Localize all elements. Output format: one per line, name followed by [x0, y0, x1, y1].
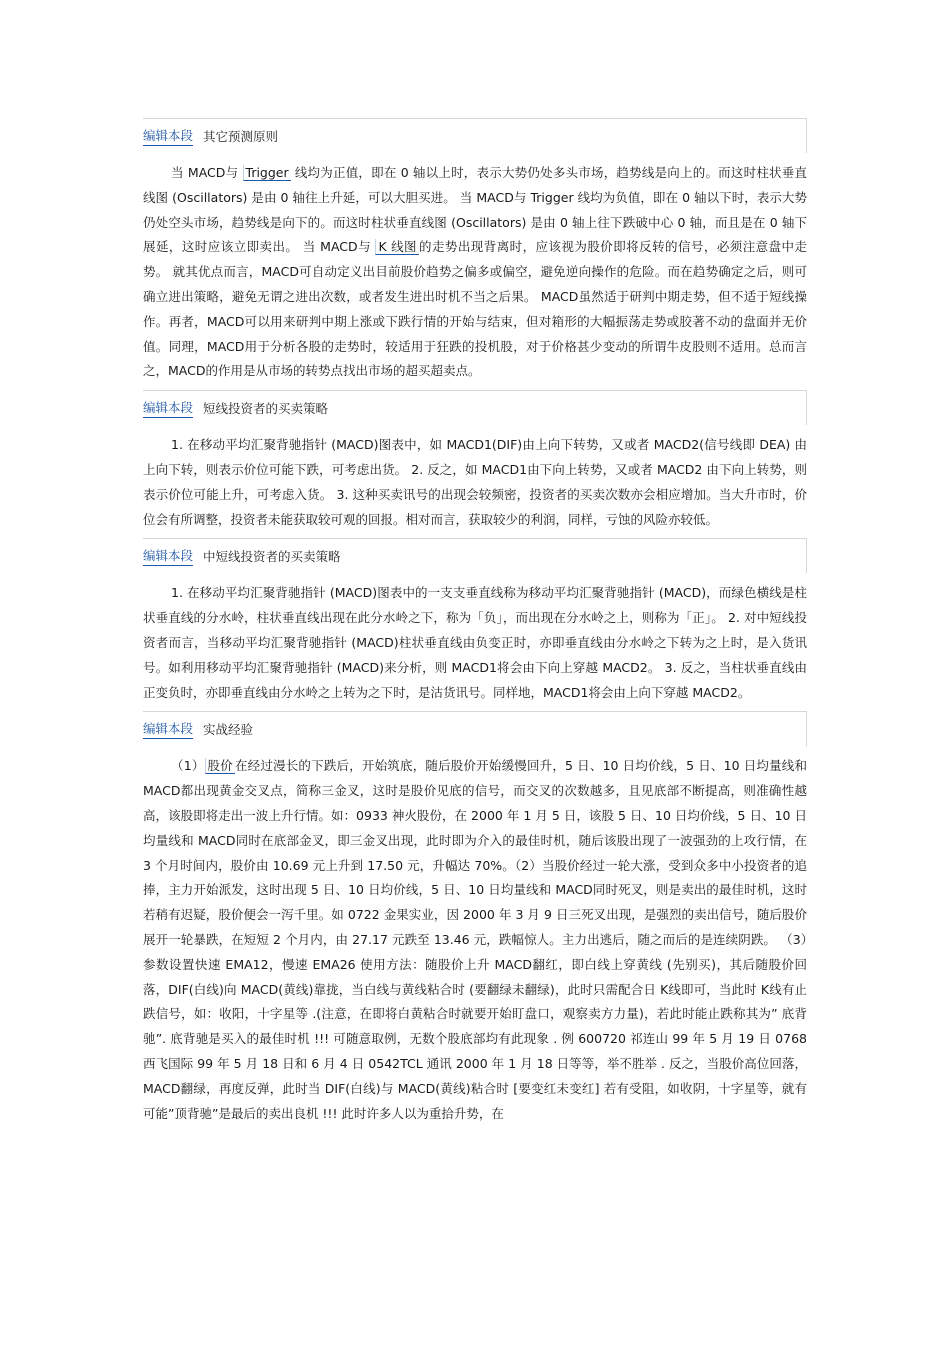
section-header-other-principles	[143, 118, 807, 153]
text-segment: 线均为正值，即在 0 轴以上时，表示大势仍处多头市场，趋势线是向上的。而这时柱状垂直线图 (Oscillators) 是由 0 轴往上升延，可以大胆买进。 当 MACD与 Trigger 线均为负值，即在 0 轴以下时，表示大势仍处空头市场，趋势线是向下的。而这时柱状垂直线图 (Oscillators) 是由 0 轴上往下跌破中心 0 轴，而且是在 0 轴下展延，这时应该立即卖出。 当 MACD与	[143, 165, 807, 255]
text-segment: 1. 在移动平均汇聚背驰指针 (MACD)图表中，如 MACD1(DIF)由上向下转势，又或者 MACD2(信号线即 DEA) 由上向下转，则表示价位可能下跌，可考虑出货。 2. 反之，如 MACD1由下向上转势，又或者 MACD2 由下向上转势，则表示价位可能上升，可考虑入货。 3. 这种买卖讯号的出现会较频密，投资者的买卖次数亦会相应增加。当大升市时，价位会有所调整，投资者未能获取较可观的回报。相对而言，获取较少的利润，同样，亏蚀的风险亦较低。	[143, 437, 807, 527]
section-title: 其它预测原则	[203, 129, 279, 144]
k-line-chart-link[interactable]: K 线图	[375, 239, 419, 255]
text-segment: 1. 在移动平均汇聚背驰指针 (MACD)图表中的一支支垂直线称为移动平均汇聚背驰指针 (MACD)，而绿色横线是柱状垂直线的分水岭，柱状垂直线出现在此分水岭之下，称为「负」，而出现在分水岭之上，则称为「正」。 2. 对中短线投资者而言，当移动平均汇聚背驰指针 (MACD)柱状垂直线由负变正时，亦即垂直线由分水岭之下转为之上时，是入货讯号。如利用移动平均汇聚背驰指针 (MACD)来分析，则 MACD1将会由下向上穿越 MACD2。 3. 反之，当柱状垂直线由正变负时，亦即垂直线由分水岭之上转为之下时，是沽货讯号。同样地，MACD1将会由上向下穿越 MACD2。	[143, 585, 807, 700]
edit-section-link[interactable]: 编辑本段	[143, 398, 193, 418]
text-segment: （1）	[171, 758, 205, 774]
section-title: 短线投资者的买卖策略	[203, 401, 329, 417]
text-segment: 的走势出现背离时，应该视为股价即将反转的信号，必须注意盘中走势。 就其优点而言，MACD可自动定义出目前股价趋势之偏多或偏空，避免逆向操作的危险。而在趋势确定之后，则可确立进出策略，避免无谓之进出次数，或者发生进出时机不当之后果。 MACD虽然适于研判中期走势，但不适于短线操作。再者，MACD可以用来研判中期上涨或下跌行情的开始与结束，但对箱形的大幅振荡走势或胶著不动的盘面并无价值。同理，MACD用于分析各股的走势时，较适用于狂跌的投机股，对于价格甚少变动的所谓牛皮股则不适用。总而言之，MACD的作用是从市场的转势点找出市场的超买超卖点。	[143, 239, 808, 379]
section-paragraph	[143, 161, 807, 384]
section-header-short-term-strategy	[143, 390, 807, 425]
trigger-link[interactable]: Trigger	[243, 165, 291, 181]
section-paragraph	[143, 433, 807, 532]
section-title: 实战经验	[203, 722, 254, 738]
article-body	[143, 118, 807, 1132]
section-header-mid-short-term-strategy	[143, 538, 807, 573]
section-title: 中短线投资者的买卖策略	[203, 549, 341, 565]
section-header-practical-experience	[143, 711, 807, 746]
edit-section-link[interactable]: 编辑本段	[143, 126, 193, 146]
edit-section-link[interactable]: 编辑本段	[143, 719, 193, 739]
text-segment: 在经过漫长的下跌后，开始筑底，随后股价开始缓慢回升，5 日、10 日均价线，5 日、10 日均量线和 MACD都出现黄金交叉点，简称三金叉，这时是股价见底的信号，而交叉的次数越多，且见底部不断提高，则准确性越高，该股即将走出一波上升行情。如：0933 神火股份，在 2000 年 1 月 5 日，该股 5 日、10 日均价线，5 日、10 日均量线和 MACD同时在底部金叉，即三金叉出现，此时即为介入的最佳时机，随后该股出现了一波强劲的上攻行情，在 3 个月时间内，股价由 10.69 元上升到 17.50 元，升幅达 70%。（2）当股价经过一轮大涨，受到众多中小投资者的追捧，主力开始派发，这时出现 5 日、10 日均价线，5 日、10 日均量线和 MACD同时死叉，则是卖出的最佳时机，这时若稍有迟疑，股价便会一泻千里。如 0722 金果实业，因 2000 年 3 月 9 日三死叉出现，是强烈的卖出信号，随后股价展开一轮暴跌，在短短 2 个月内，由 27.17 元跌至 13.46 元，跌幅惊人。主力出逃后，随之而后的是连续阴跌。 （3）参数设置快速 EMA12，慢速 EMA26 使用方法：随股价上升 MACD翻红，即白线上穿黄线 (先别买)，其后随股价回落，DIF(白线)向 MACD(黄线)靠拢，当白线与黄线粘合时 (要翻绿未翻绿)，此时只需配合日 K线即可，当此时 K线有止跌信号，如：收阳，十字星等 .(注意，在即将白黄粘合时就要开始盯盘口，观察卖方力量)，若此时能止跌称其为” 底背驰”. 底背驰是买入的最佳时机 !!! 可随意取例，无数个股底部均有此现象 . 例 600720 祁连山 99 年 5 月 19 日 0768 西飞国际 99 年 5 月 18 日和 6 月 4 日 0542TCL 通讯 2000 年 1 月 18 日等等，举不胜举 . 反之，当股价高位回落，MACD翻绿，再度反弹，此时当 DIF(白线)与 MACD(黄线)粘合时 [要变红未变红] 若有受阻，如收阴，十字星等，就有可能”顶背驰”是最后的卖出良机 !!! 此时许多人以为重拾升势，在	[143, 758, 807, 1121]
edit-section-link[interactable]: 编辑本段	[143, 546, 193, 566]
section-paragraph	[143, 754, 807, 1126]
text-segment: 当 MACD与	[171, 165, 243, 180]
stock-price-link[interactable]: 股价	[205, 758, 235, 774]
section-paragraph	[143, 581, 807, 705]
